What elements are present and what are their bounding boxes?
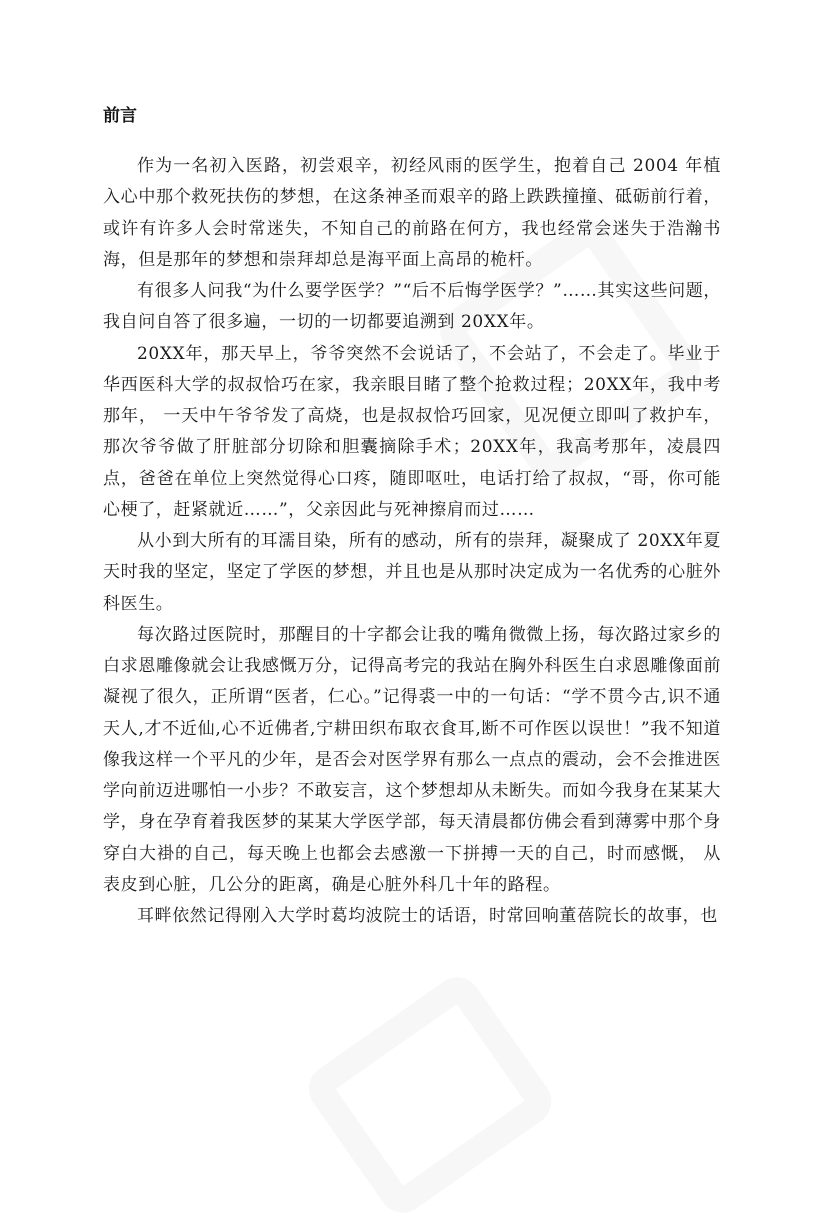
body-text [103, 151, 721, 932]
paragraph: 从小到大所有的耳濡目染，所有的感动，所有的崇拜，凝聚成了 20XX年夏天时我的坚定，坚定了学医的梦想，并且也是从那时决定成为一名优秀的心脏外科医生。 [103, 531, 721, 614]
section-heading: 前言 [103, 106, 137, 126]
paragraph: 耳畔依然记得刚入大学时葛均波院士的话语，时常回响董蓓院长的故事，也 [137, 906, 718, 926]
watermark-logo [299, 968, 560, 1222]
paragraph: 20XX年，那天早上，爷爷突然不会说话了，不会站了，不会走了。毕业于华西医科大学的叔叔恰巧在家，我亲眼目睹了整个抢救过程；20XX年，我中考那年， 一天中午爷爷发了高烧，也是叔叔恰巧回家，见况便立即叫了救护车，那次爷爷做了肝脏部分切除和胆囊摘除手术；20XX年，我高考那年，凌晨四点，爸爸在单位上突然觉得心口疼，随即呕吐，电话打给了叔叔，“哥，你可能心梗了，赶紧就近……”，父亲因此与死神擦肩而过…… [103, 343, 721, 520]
paragraph: 每次路过医院时，那醒目的十字都会让我的嘴角微微上扬，每次路过家乡的白求恩雕像就会让我感慨万分，记得高考完的我站在胸外科医生白求恩雕像面前凝视了很久，正所谓“医者，仁心。”记得裘一中的一句话：“学不贯今古,识不通天人,才不近仙,心不近佛者,宁耕田织布取衣食耳,断不可作医以误世！”我不知道像我这样一个平凡的少年，是否会对医学界有那么一点点的震动，会不会推进医学向前迈进哪怕一小步？不敢妄言，这个梦想却从未断失。而如今我身在某某大学，身在孕育着我医梦的某某大学医学部，每天清晨都仿佛会看到薄雾中那个身穿白大褂的自己，每天晚上也都会去感激一下拼搏一天的自己，时而感慨， 从表皮到心脏，几公分的距离，确是心脏外科几十年的路程。 [103, 624, 721, 895]
paragraph: 作为一名初入医路，初尝艰辛，初经风雨的医学生，抱着自己 2004 年植入心中那个救死扶伤的梦想，在这条神圣而艰辛的路上跌跌撞撞、砥砺前行着，或许有许多人会时常迷失，不知自己的前路在何方，我也经常会迷失于浩瀚书海，但是那年的梦想和崇拜却总是海平面上高昂的桅杆。 [103, 156, 721, 270]
paragraph: 有很多人问我“为什么要学医学？”“后不后悔学医学？”……其实这些问题，我自问自答了很多遍，一切的一切都要追溯到 20XX年。 [103, 281, 721, 333]
